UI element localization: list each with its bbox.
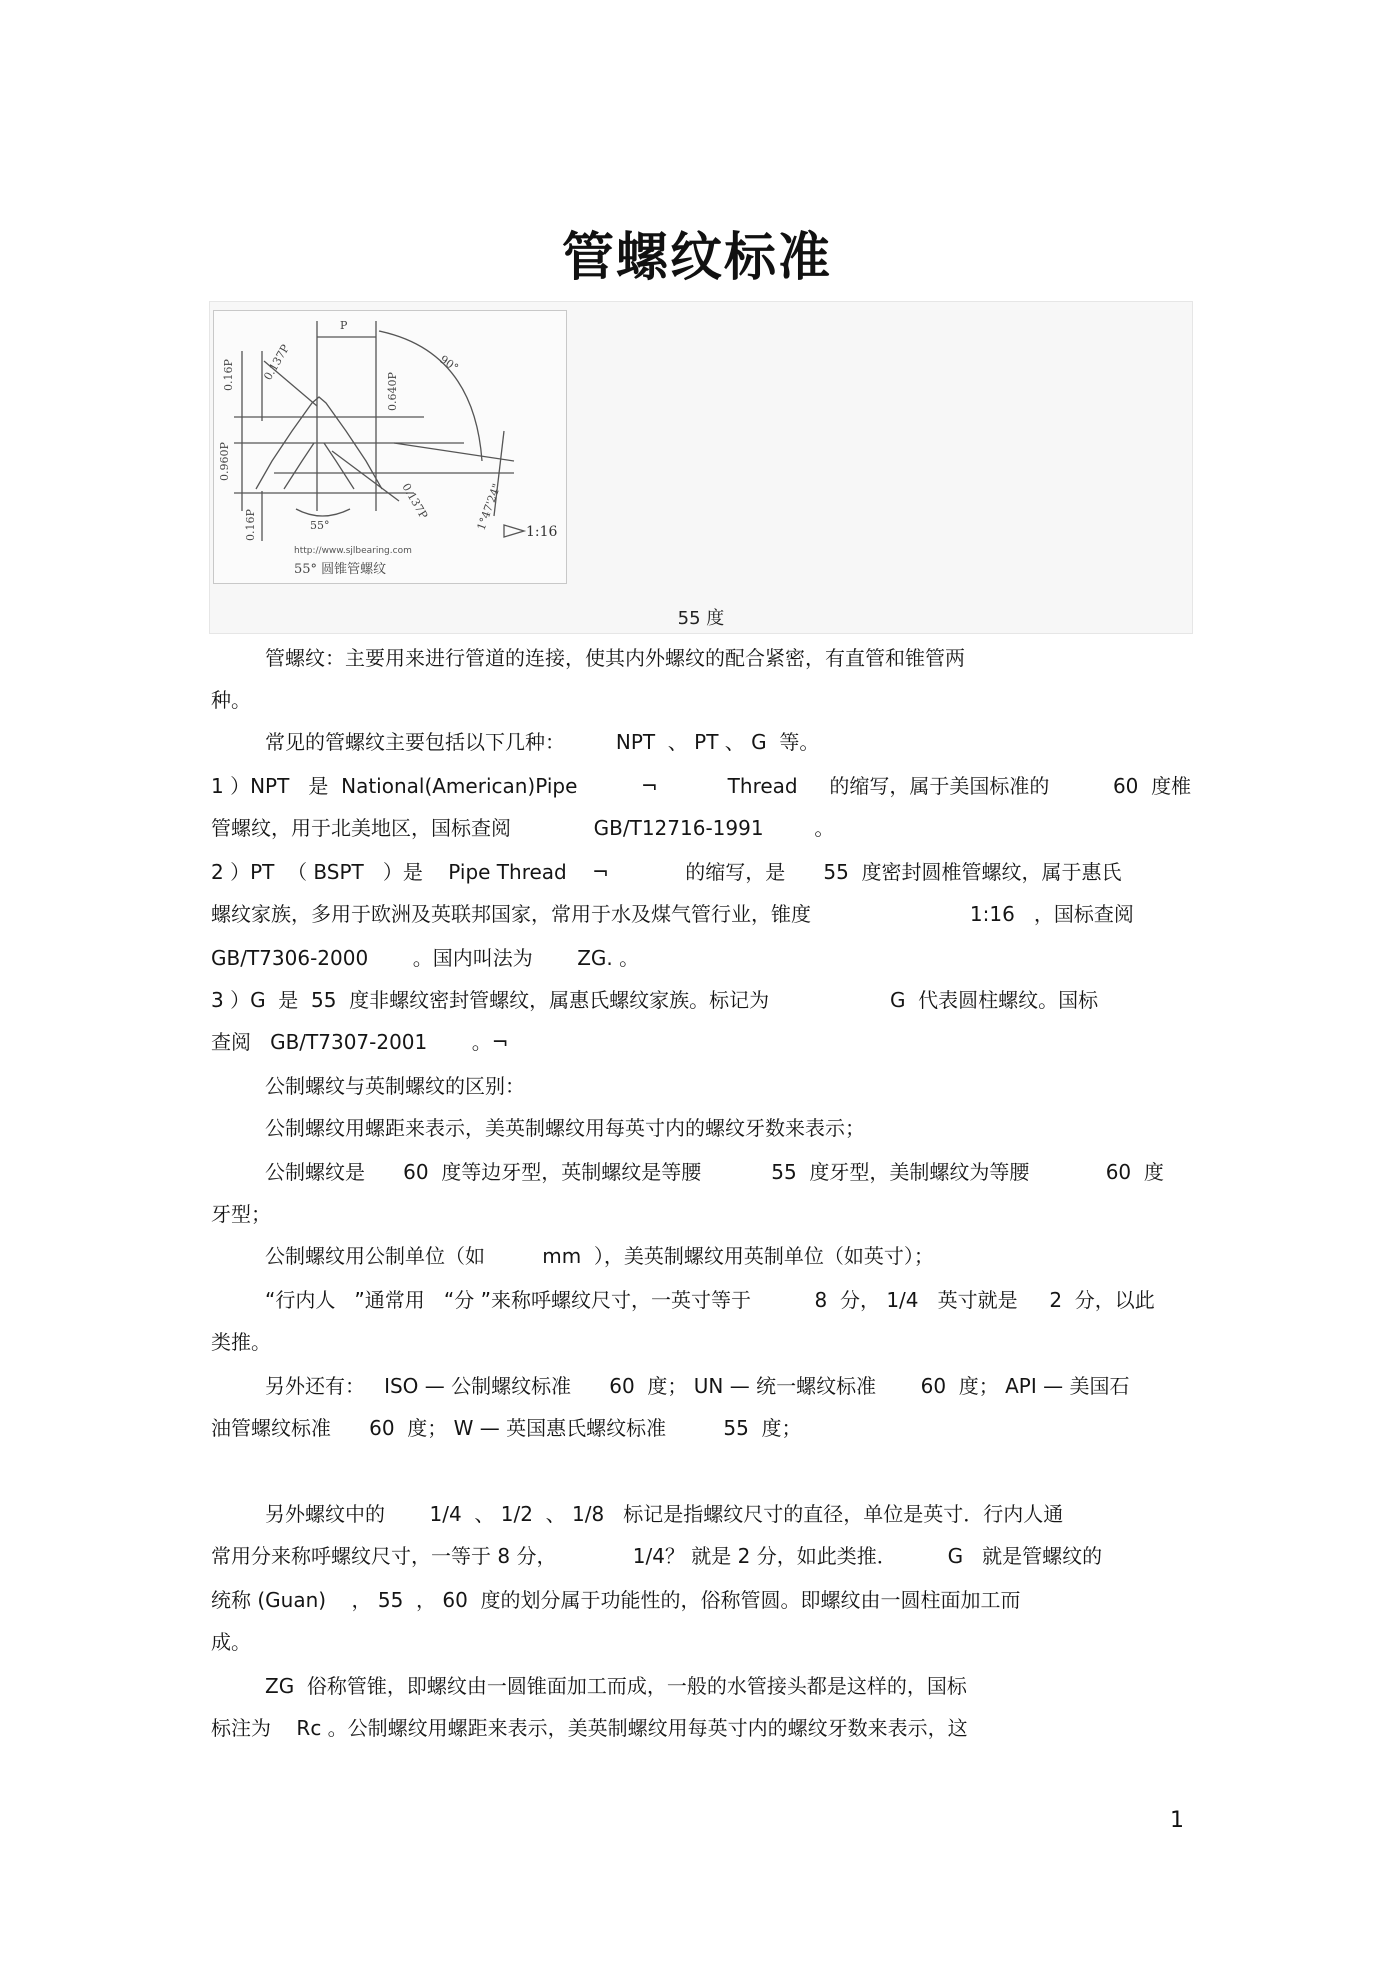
paragraph-line: “行内人 ”通常用 “分 ”来称呼螺纹尺寸，一英寸等于 8 分， 1/4 英寸就是 2 分，以此 xyxy=(265,1288,1155,1312)
paragraph-line: 成。 xyxy=(211,1630,251,1654)
paragraph-line: 另外螺纹中的 1/4 、 1/2 、 1/8 标记是指螺纹尺寸的直径，单位是英寸．行内人通 xyxy=(265,1502,1064,1526)
figure-box xyxy=(209,301,1193,634)
paragraph-line: 查阅 GB/T7307-2001 。¬ xyxy=(211,1030,509,1054)
paragraph-line: 牙型； xyxy=(211,1202,271,1226)
paragraph-line: 常见的管螺纹主要包括以下几种： NPT 、 PT 、 G 等。 xyxy=(265,730,820,754)
label-r-top: 0.137P xyxy=(261,342,293,383)
label-h-640: 0.640P xyxy=(386,372,399,411)
label-r-bottom: 0.137P xyxy=(399,481,431,522)
label-taper-angle: 1°47'24" xyxy=(474,481,504,533)
paragraph-line: ZG 俗称管锥，即螺纹由一圆锥面加工而成，一般的水管接头都是这样的，国标 xyxy=(265,1674,967,1698)
paragraph-line: 油管螺纹标准 60 度； W — 英国惠氏螺纹标准 55 度； xyxy=(211,1416,802,1440)
paragraph-line: 1 ）NPT 是 National(American)Pipe ¬ Thread 的缩写，属于美国标准的 60 度椎 xyxy=(211,774,1192,798)
paragraph-line: 公制螺纹是 60 度等边牙型，英制螺纹是等腰 55 度牙型，美制螺纹为等腰 60 度 xyxy=(265,1160,1164,1184)
page-title: 管螺纹标准 xyxy=(561,228,832,288)
paragraph-line: 螺纹家族，多用于欧洲及英联邦国家，常用于水及煤气管行业，锥度 1:16 ，国标查阅 xyxy=(211,902,1134,926)
paragraph-line: 种。 xyxy=(211,688,251,712)
label-h-bottom: 0.16P xyxy=(244,509,257,541)
paragraph-line: 统称 (Guan) ， 55 ， 60 度的划分属于功能性的，俗称管圆。即螺纹由一圆柱面加工而 xyxy=(211,1588,1021,1612)
paragraph-line: 类推。 xyxy=(211,1330,271,1354)
label-angle-90: 90° xyxy=(437,352,461,375)
paragraph-line: 公制螺纹用公制单位（如 mm ），美英制螺纹用英制单位（如英寸）； xyxy=(265,1244,934,1268)
paragraph-line: 另外还有： ISO — 公制螺纹标准 60 度； UN — 统一螺纹标准 60 度； API — 美国石 xyxy=(265,1374,1130,1398)
figure-caption: 55 度 xyxy=(677,608,725,629)
label-website: http://www.sjlbearing.com xyxy=(294,546,412,556)
label-taper-ratio: 1:16 xyxy=(526,524,558,540)
thread-profile-drawing xyxy=(213,310,567,584)
paragraph-line: GB/T7306-2000 。国内叫法为 ZG. 。 xyxy=(211,946,640,970)
paragraph-line: 3 ）G 是 55 度非螺纹密封管螺纹，属惠氏螺纹家族。标记为 G 代表圆柱螺纹。国标 xyxy=(211,988,1099,1012)
page-number: 1 xyxy=(1170,1808,1184,1833)
paragraph-line: 公制螺纹与英制螺纹的区别： xyxy=(265,1074,525,1098)
label-drawing-title: 55° 圆锥管螺纹 xyxy=(294,562,387,577)
paragraph-line: 2 ）PT （ BSPT ）是 Pipe Thread ¬ 的缩写，是 55 度密封圆椎管螺纹，属于惠氏 xyxy=(211,860,1122,884)
paragraph-line: 管螺纹，用于北美地区，国标查阅 GB/T12716-1991 。 xyxy=(211,816,835,840)
paragraph-line: 管螺纹：主要用来进行管道的连接，使其内外螺纹的配合紧密，有直管和锥管两 xyxy=(265,646,965,670)
label-h-960: 0.960P xyxy=(218,442,231,481)
paragraph-line: 标注为 Rc 。公制螺纹用螺距来表示，美英制螺纹用每英寸内的螺纹牙数来表示，这 xyxy=(211,1716,968,1740)
label-h-top: 0.16P xyxy=(222,359,235,391)
thread-profile-svg xyxy=(214,311,566,583)
label-angle-55: 55° xyxy=(310,519,330,532)
paragraph-line: 公制螺纹用螺距来表示，美英制螺纹用每英寸内的螺纹牙数来表示； xyxy=(265,1116,865,1140)
label-pitch: P xyxy=(340,319,348,332)
paragraph-line: 常用分来称呼螺纹尺寸，一等于 8 分， 1/4？ 就是 2 分，如此类推． G 就是管螺纹的 xyxy=(211,1544,1103,1568)
